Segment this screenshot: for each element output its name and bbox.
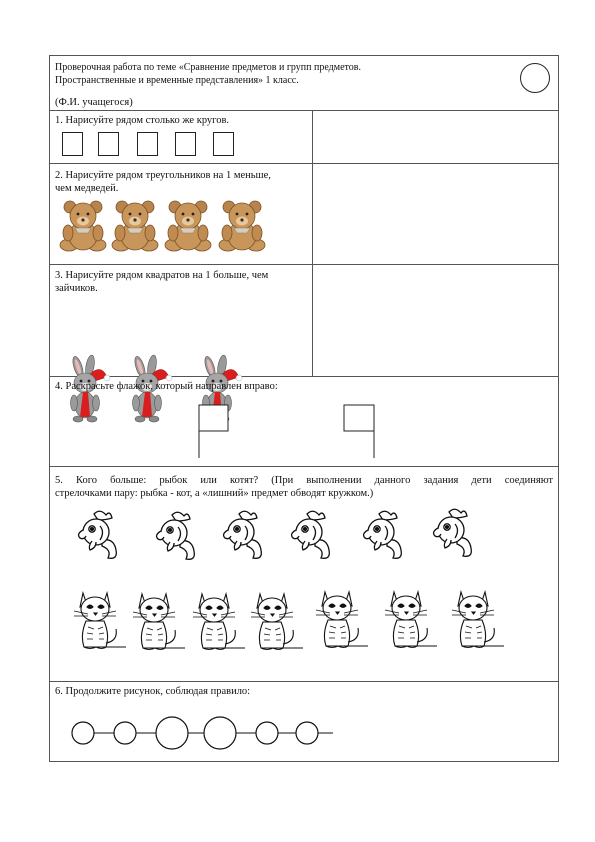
task-3-left-cell	[50, 265, 313, 376]
small-circle	[296, 722, 318, 744]
fish-icon	[289, 504, 333, 560]
large-circle	[204, 717, 236, 749]
task-6-row	[50, 682, 558, 761]
task-1-left-cell	[50, 111, 313, 163]
square-shape	[213, 132, 234, 156]
header-row	[50, 56, 558, 111]
small-circle	[114, 722, 136, 744]
teddy-bear-icon	[163, 199, 213, 255]
task-1-row	[50, 111, 558, 164]
fish-icon	[76, 504, 120, 560]
task-1-text: 1. Нарисуйте рядом столько же кругов.	[55, 115, 230, 126]
task-3-text-line2: зайчиков.	[55, 283, 98, 294]
square-shape	[137, 132, 158, 156]
task-2-left-cell	[50, 164, 313, 264]
teddy-bear-icon	[110, 199, 160, 255]
header-title-line1: Проверочная работа по теме «Сравнение предметов и групп предметов.	[55, 62, 361, 73]
cat-icon	[129, 588, 185, 654]
cat-icon	[70, 587, 126, 653]
cat-icon	[448, 586, 504, 652]
flag-icon	[343, 404, 379, 460]
fish-icon	[431, 502, 475, 558]
small-circle	[72, 722, 94, 744]
student-name-label: (Ф.И. учащегося)	[55, 97, 133, 108]
task-5-row	[50, 467, 558, 682]
header-title-line2: Пространственные и временные представления» 1 класс.	[55, 75, 299, 86]
task-2-row	[50, 164, 558, 265]
task-3-text-line1: 3. Нарисуйте рядом квадратов на 1 больше, чем	[55, 270, 269, 281]
square-shape	[62, 132, 83, 156]
square-shape	[175, 132, 196, 156]
task-2-text-line2: чем медведей.	[55, 183, 119, 194]
cat-icon	[381, 586, 437, 652]
task-5-text-line2: стрелочками пару: рыбка - кот, а «лишний» предмет обводят кружком.)	[55, 488, 374, 499]
worksheet	[49, 55, 559, 762]
large-circle	[156, 717, 188, 749]
small-circle	[256, 722, 278, 744]
task-4-text: 4. Раскрасьте флажок, который направлен вправо:	[55, 381, 278, 392]
square-shape	[98, 132, 119, 156]
task-4-row	[50, 377, 558, 467]
task-6-text: 6. Продолжите рисунок, соблюдая правило:	[55, 686, 251, 697]
teddy-bear-icon	[58, 199, 108, 255]
grade-circle	[520, 63, 550, 93]
fish-icon	[154, 505, 198, 561]
teddy-bear-icon	[217, 199, 267, 255]
circles-pattern	[68, 708, 368, 758]
cat-icon	[247, 588, 303, 654]
cat-icon	[189, 588, 245, 654]
task-5-text-line1: 5. Кого больше: рыбок или котят? (При выполнении данного задания дети соединяют	[55, 475, 553, 486]
task-2-text-line1: 2. Нарисуйте рядом треугольников на 1 меньше,	[55, 170, 271, 181]
fish-icon	[221, 504, 265, 560]
cat-icon	[312, 586, 368, 652]
flag-icon	[198, 404, 234, 460]
fish-icon	[361, 504, 405, 560]
task-3-row	[50, 265, 558, 377]
